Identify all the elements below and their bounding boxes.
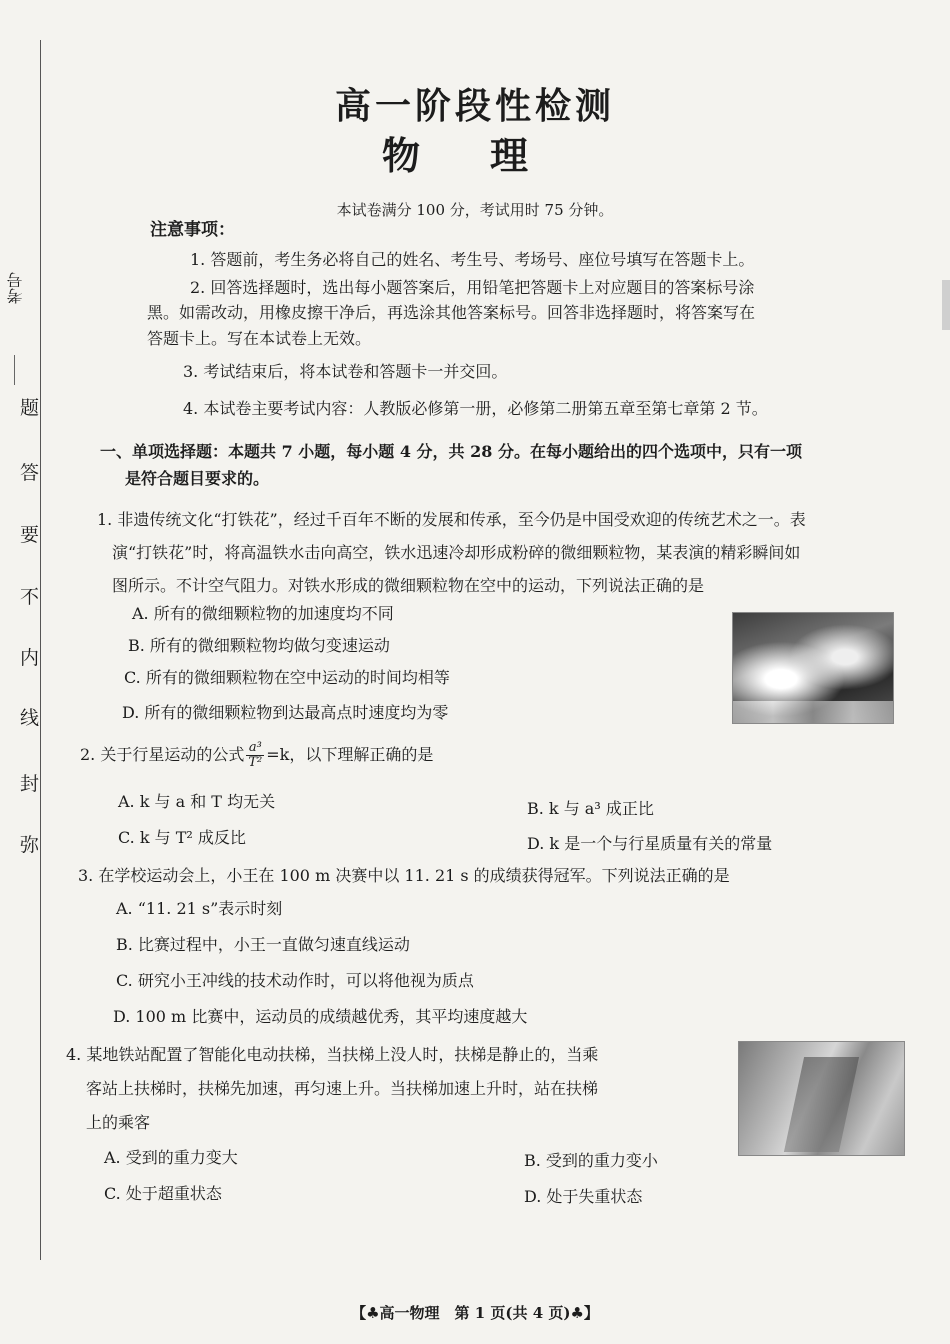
notice-line: 1. 答题前，考生务必将自己的姓名、考生号、考场号、座位号填写在答题卡上。 (190, 250, 755, 269)
q2-option-d: D. k 是一个与行星质量有关的常量 (527, 834, 773, 853)
binding-line (40, 40, 41, 1260)
q4-option-d: D. 处于失重状态 (524, 1187, 643, 1206)
q3-option-d: D. 100 m 比赛中，运动员的成绩越优秀，其平均速度越大 (113, 1007, 528, 1026)
margin-char: 要 (20, 524, 40, 546)
notice-line: 黑。如需改动，用橡皮擦干净后，再选涂其他答案标号。回答非选择题时，将答案写在 (147, 303, 756, 322)
margin-char: 线 (20, 707, 40, 729)
iron-flower-photo (732, 612, 894, 724)
q4-stem-line: 客站上扶梯时，扶梯先加速，再匀速上升。当扶梯加速上升时，站在扶梯 (86, 1079, 599, 1098)
notice-heading: 注意事项： (150, 220, 235, 240)
exam-number-line (14, 355, 15, 385)
q4-stem-line: 上的乘客 (86, 1113, 151, 1132)
page-footer: 【♣高一物理 第 1 页(共 4 页)♣】 (351, 1304, 599, 1322)
section-heading-cont: 是符合题目要求的。 (125, 469, 270, 488)
q3-option-a: A. “11. 21 s”表示时刻 (116, 899, 283, 918)
margin-char: 封 (20, 773, 40, 795)
subject-title: 物理 (381, 133, 598, 178)
q2-stem-prefix: 2. 关于行星运动的公式 (80, 745, 245, 764)
margin-char: 内 (20, 647, 40, 669)
exam-number-label: 考号 (6, 272, 25, 304)
q2-option-c: C. k 与 T² 成反比 (118, 828, 246, 847)
margin-char: 答 (20, 462, 40, 484)
notice-line: 4. 本试卷主要考试内容：人教版必修第一册，必修第二册第五章至第七章第 2 节。 (183, 399, 768, 418)
q1-option-a: A. 所有的微细颗粒物的加速度均不同 (132, 604, 394, 623)
notice-line: 3. 考试结束后，将本试卷和答题卡一并交回。 (183, 362, 508, 381)
q4-option-b: B. 受到的重力变小 (524, 1151, 658, 1170)
q4-option-c: C. 处于超重状态 (104, 1184, 222, 1203)
q2-option-a: A. k 与 a 和 T 均无关 (118, 792, 276, 811)
exam-title: 高一阶段性检测 (334, 85, 615, 127)
q1-stem-line: 1. 非遗传统文化“打铁花”，经过千百年不断的发展和传承，至今仍是中国受欢迎的传统艺术之一。表 (97, 510, 806, 529)
margin-char: 不 (20, 586, 40, 608)
q4-stem-line: 4. 某地铁站配置了智能化电动扶梯，当扶梯上没人时，扶梯是静止的，当乘 (66, 1045, 599, 1064)
q1-option-d: D. 所有的微细颗粒物到达最高点时速度均为零 (122, 703, 449, 722)
scan-artifact (942, 280, 950, 330)
q2-option-b: B. k 与 a³ 成正比 (527, 799, 654, 818)
exam-info: 本试卷满分 100 分，考试用时 75 分钟。 (336, 201, 614, 219)
q3-stem: 3. 在学校运动会上，小王在 100 m 决赛中以 11. 21 s 的成绩获得冠军。下列说法正确的是 (78, 866, 730, 885)
fraction-numerator: a³ (246, 741, 264, 756)
margin-char: 弥 (20, 834, 40, 856)
fraction-denominator: T² (248, 755, 263, 770)
escalator-photo (738, 1041, 905, 1156)
notice-line: 2. 回答选择题时，选出每小题答案后，用铅笔把答题卡上对应题目的答案标号涂 (190, 278, 755, 297)
q1-option-b: B. 所有的微细颗粒物均做匀变速运动 (128, 636, 390, 655)
q1-stem-line: 演“打铁花”时，将高温铁水击向高空，铁水迅速冷却形成粉碎的微细颗粒物，某表演的精彩瞬间如 (112, 543, 801, 562)
q3-option-b: B. 比赛过程中，小王一直做匀速直线运动 (116, 935, 410, 954)
q1-option-c: C. 所有的微细颗粒物在空中运动的时间均相等 (124, 668, 450, 687)
q1-stem-line: 图所示。不计空气阻力。对铁水形成的微细颗粒物在空中的运动，下列说法正确的是 (112, 576, 705, 595)
q2-stem-suffix: =k，以下理解正确的是 (266, 745, 434, 764)
q3-option-c: C. 研究小王冲线的技术动作时，可以将他视为质点 (116, 971, 474, 990)
margin-char: 题 (20, 397, 40, 419)
section-heading: 一、单项选择题：本题共 7 小题，每小题 4 分，共 28 分。在每小题给出的四个选项中，只有一项 (100, 442, 802, 461)
q4-option-a: A. 受到的重力变大 (104, 1148, 238, 1167)
kepler-fraction (246, 741, 264, 770)
notice-line: 答题卡上。写在本试卷上无效。 (147, 329, 372, 348)
q2-stem (80, 738, 433, 772)
